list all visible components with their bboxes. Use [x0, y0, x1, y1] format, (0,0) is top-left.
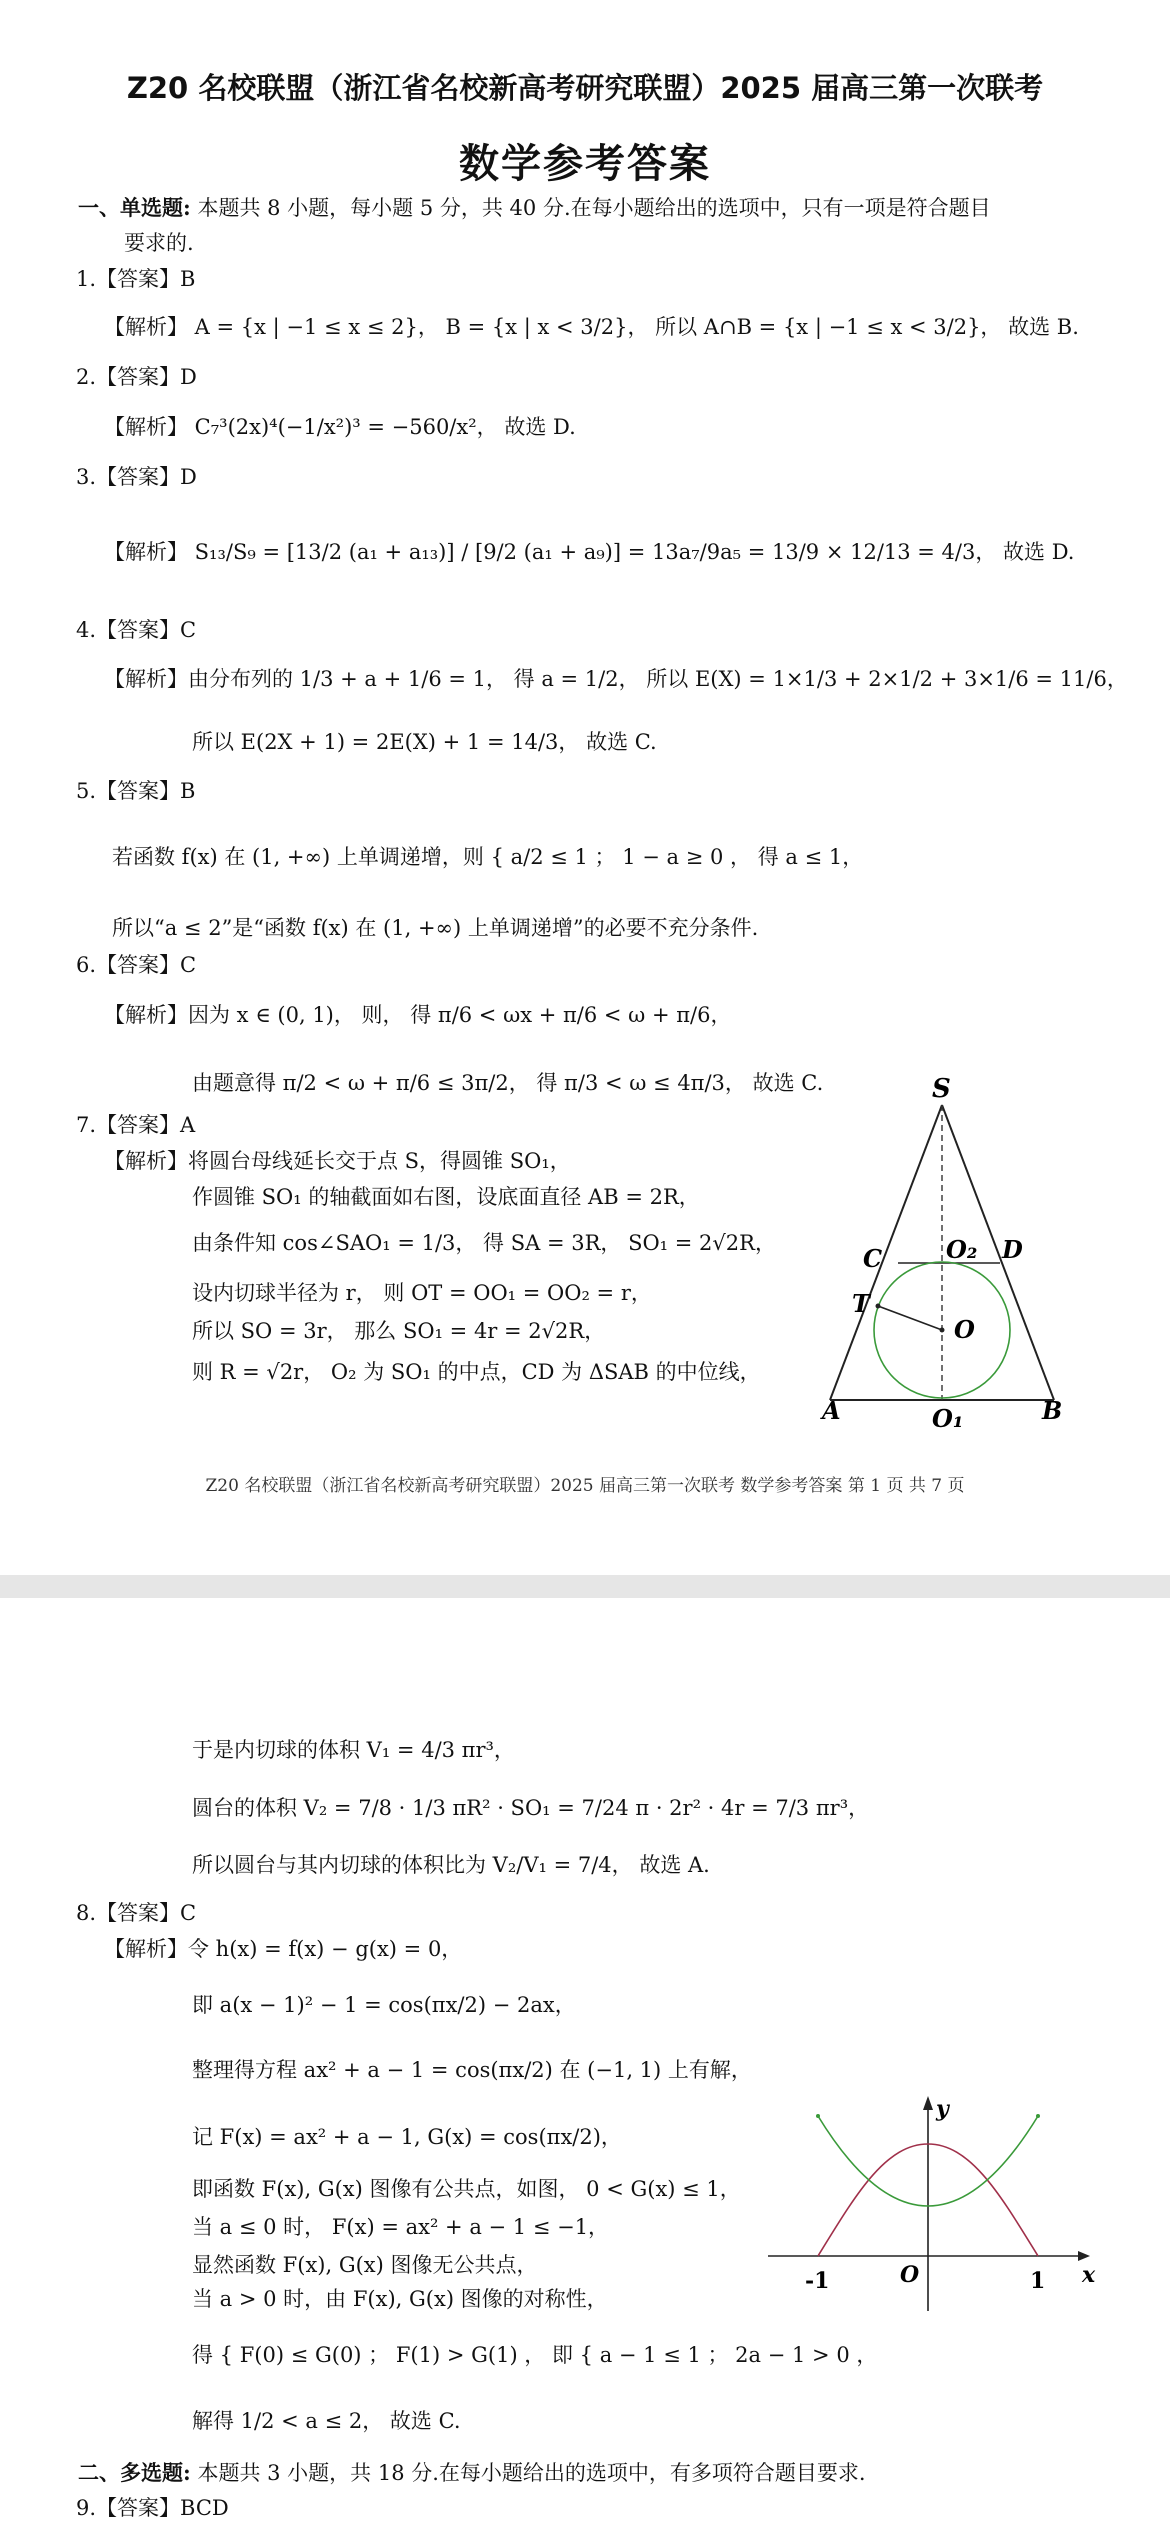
- q3-analysis: 【解析】 S₁₃/S₉ = [13/2 (a₁ + a₁₃)] / [9/2 (a₁ + a₉)] = 13a₇/9a₅ = 13/9 × 12/13 = 4/3， 故选 D.: [104, 540, 1075, 564]
- q6-line-2: 由题意得 π/2 < ω + π/6 ≤ 3π/2， 得 π/3 < ω ≤ 4π/3， 故选 C.: [192, 1071, 824, 1095]
- section-2-line: [78, 2458, 866, 2488]
- point-o: [940, 1328, 945, 1333]
- q1-analysis: 【解析】 A = {x | −1 ≤ x ≤ 2}， B = {x | x < 3/2}， 所以 A∩B = {x | −1 ≤ x < 3/2}， 故选 B.: [104, 315, 1079, 339]
- q6-analysis: 【解析】因为 x ∈ (0, 1)， 则， 得 π/6 < ωx + π/6 < ω + π/6，: [104, 1003, 732, 1027]
- q7-volume-line-1: 于是内切球的体积 V₁ = 4/3 πr³，: [192, 1738, 515, 1762]
- section-2-heading: 二、多选题:: [78, 2460, 191, 2485]
- q8-answer: 8.【答案】C: [76, 1901, 197, 1925]
- y-axis-arrow: [923, 2096, 933, 2110]
- q7-line-5: 所以 SO = 3r， 那么 SO₁ = 4r = 2√2R，: [192, 1319, 606, 1343]
- radius-ot: [878, 1306, 942, 1330]
- q9-answer: 9.【答案】BCD: [76, 2496, 229, 2520]
- label-one: 1: [1030, 2268, 1046, 2294]
- section-1-text: 本题共 8 小题，每小题 5 分，共 40 分.在每小题给出的选项中，只有一项是符合题目: [197, 196, 991, 220]
- point-t: [876, 1304, 881, 1309]
- q5-answer: 5.【答案】B: [76, 779, 196, 803]
- q2-answer: 2.【答案】D: [76, 365, 197, 389]
- q6-answer: 6.【答案】C: [76, 953, 197, 977]
- function-graph-figure: [760, 2086, 1100, 2316]
- q8-line-3: 整理得方程 ax² + a − 1 = cos(πx/2) 在 (−1, 1) 上有解，: [192, 2058, 752, 2082]
- section-1-heading: 一、单选题:: [78, 195, 191, 220]
- label-c: C: [863, 1244, 883, 1273]
- label-o1: O₁: [932, 1404, 964, 1433]
- q4-answer: 4.【答案】C: [76, 618, 197, 642]
- q8-line-6: 当 a ≤ 0 时， F(x) = ax² + a − 1 ≤ −1，: [192, 2215, 610, 2239]
- q5-line-2: 所以“a ≤ 2”是“函数 f(x) 在 (1, +∞) 上单调递增”的必要不充分条件.: [112, 916, 759, 940]
- label-o2: O₂: [946, 1235, 978, 1264]
- label-t: T: [852, 1289, 870, 1318]
- q1-answer: 1.【答案】B: [76, 267, 196, 291]
- q7-line-3: 由条件知 cos∠SAO₁ = 1/3， 得 SA = 3R， SO₁ = 2√2R，: [192, 1231, 776, 1255]
- x-axis-arrow: [1078, 2251, 1090, 2261]
- document-title: Z20 名校联盟（浙江省名校新高考研究联盟）2025 届高三第一次联考: [126, 71, 1044, 105]
- q7-volume-line-2: 圆台的体积 V₂ = 7/8 · 1/3 πR² · SO₁ = 7/24 π · 2r² · 4r = 7/3 πr³，: [192, 1796, 870, 1820]
- label-origin: O: [900, 2262, 920, 2288]
- q7-answer: 7.【答案】A: [76, 1113, 196, 1137]
- q2-analysis: 【解析】 C₇³(2x)⁴(−1/x²)³ = −560/x²， 故选 D.: [104, 415, 576, 439]
- q8-line-8: 当 a > 0 时，由 F(x), G(x) 图像的对称性，: [192, 2287, 608, 2311]
- q8-line-9: 得 { F(0) ≤ G(0) ； F(1) > G(1) ， 即 { a − 1 ≤ 1 ； 2a − 1 > 0 ，: [192, 2343, 878, 2367]
- page-2: [0, 1598, 1170, 2532]
- section-1-text-2: 要求的.: [124, 231, 194, 255]
- q7-analysis: 【解析】将圆台母线延长交于点 S，得圆锥 SO₁，: [104, 1149, 571, 1173]
- q7-line-2: 作圆锥 SO₁ 的轴截面如右图，设底面直径 AB = 2R，: [192, 1185, 700, 1209]
- q8-line-5: 即函数 F(x), G(x) 图像有公共点，如图， 0 < G(x) ≤ 1，: [192, 2177, 741, 2201]
- q8-line-2: 即 a(x − 1)² − 1 = cos(πx/2) − 2ax，: [192, 1993, 576, 2017]
- label-d: D: [1002, 1235, 1023, 1264]
- label-x: x: [1082, 2262, 1096, 2288]
- q8-line-7: 显然函数 F(x), G(x) 图像无公共点，: [192, 2253, 538, 2277]
- q8-line-10: 解得 1/2 < a ≤ 2， 故选 C.: [192, 2409, 461, 2433]
- q5-line-1: 若函数 f(x) 在 (1, +∞) 上单调递增，则 { a/2 ≤ 1 ； 1 − a ≥ 0 ， 得 a ≤ 1，: [112, 845, 864, 869]
- label-b: B: [1042, 1396, 1063, 1425]
- q8-line-4: 记 F(x) = ax² + a − 1, G(x) = cos(πx/2)，: [192, 2125, 622, 2149]
- section-1-line: [78, 193, 991, 223]
- q4-line-2: 所以 E(2X + 1) = 2E(X) + 1 = 14/3， 故选 C.: [192, 730, 657, 754]
- page-footer: Z20 名校联盟（浙江省名校新高考研究联盟）2025 届高三第一次联考 数学参考答案 第 1 页 共 7 页: [205, 1476, 965, 1496]
- section-2-text: 本题共 3 小题，共 18 分.在每小题给出的选项中，有多项符合题目要求.: [197, 2461, 866, 2485]
- q3-answer: 3.【答案】D: [76, 465, 197, 489]
- label-o: O: [954, 1315, 975, 1344]
- q4-analysis: 【解析】由分布列的 1/3 + a + 1/6 = 1， 得 a = 1/2， 所以 E(X) = 1×1/3 + 2×1/2 + 3×1/6 = 11/6，: [104, 667, 1128, 691]
- cone-cross-section-figure: [800, 1075, 1080, 1440]
- cone-edge-sa: [830, 1105, 942, 1400]
- document-subtitle: 数学参考答案: [459, 141, 711, 187]
- q7-line-6: 则 R = √2r， O₂ 为 SO₁ 的中点，CD 为 ΔSAB 的中位线，: [192, 1360, 761, 1384]
- label-y: y: [936, 2096, 949, 2122]
- q7-line-4: 设内切球半径为 r， 则 OT = OO₁ = OO₂ = r，: [192, 1281, 652, 1305]
- label-neg1: -1: [805, 2268, 830, 2294]
- label-a: A: [822, 1396, 841, 1425]
- q7-volume-line-3: 所以圆台与其内切球的体积比为 V₂/V₁ = 7/4， 故选 A.: [192, 1853, 710, 1877]
- label-s: S: [932, 1075, 951, 1104]
- q8-analysis: 【解析】令 h(x) = f(x) − g(x) = 0，: [104, 1937, 463, 1961]
